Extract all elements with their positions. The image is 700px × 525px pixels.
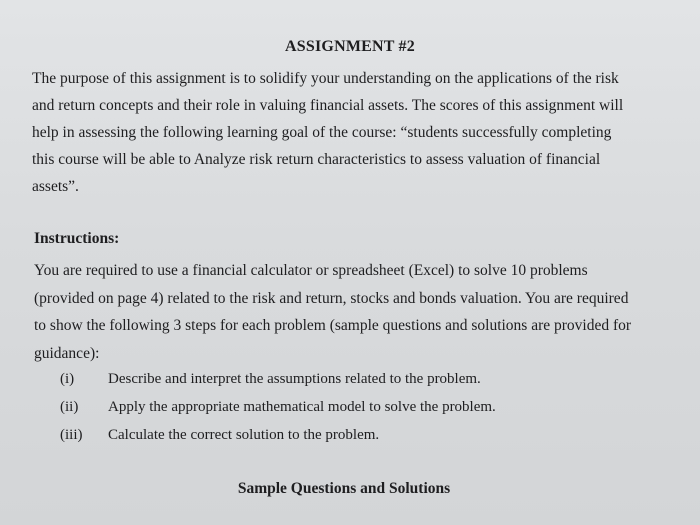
instructions-line: (provided on page 4) related to the risk and return, stocks and bonds valuation. You are required xyxy=(34,289,629,307)
instructions-heading: Instructions: xyxy=(34,230,120,247)
step-text: Apply the appropriate mathematical model to solve the problem. xyxy=(108,399,496,415)
purpose-line: The purpose of this assignment is to solidify your understanding on the applications of the risk xyxy=(32,70,619,87)
purpose-line: this course will be able to Analyze risk return characteristics to assess valuation of financial xyxy=(32,151,601,168)
instructions-line: You are required to use a financial calculator or spreadsheet (Excel) to solve 10 problems xyxy=(34,262,588,279)
instructions-line: guidance): xyxy=(34,344,100,362)
step-number: (i) xyxy=(60,371,75,387)
step-text: Calculate the correct solution to the problem. xyxy=(108,427,380,443)
instructions-line: to show the following 3 steps for each problem (sample questions and solutions are provided for xyxy=(34,317,632,334)
list-item xyxy=(60,421,496,449)
purpose-line: assets”. xyxy=(32,178,79,195)
list-item xyxy=(60,393,496,421)
steps-list xyxy=(60,365,496,449)
purpose-line: and return concepts and their role in valuing financial assets. The scores of this assignment will xyxy=(32,97,624,114)
assignment-title: ASSIGNMENT #2 xyxy=(285,38,415,55)
step-number: (iii) xyxy=(60,427,83,443)
purpose-paragraph xyxy=(32,65,644,200)
list-item xyxy=(60,365,496,393)
step-text: Describe and interpret the assumptions related to the problem. xyxy=(108,371,481,387)
purpose-line: help in assessing the following learning goal of the course: “students successfully completing xyxy=(32,124,612,141)
instructions-paragraph xyxy=(34,257,654,367)
step-number: (ii) xyxy=(60,399,79,415)
sample-questions-heading: Sample Questions and Solutions xyxy=(237,480,451,497)
